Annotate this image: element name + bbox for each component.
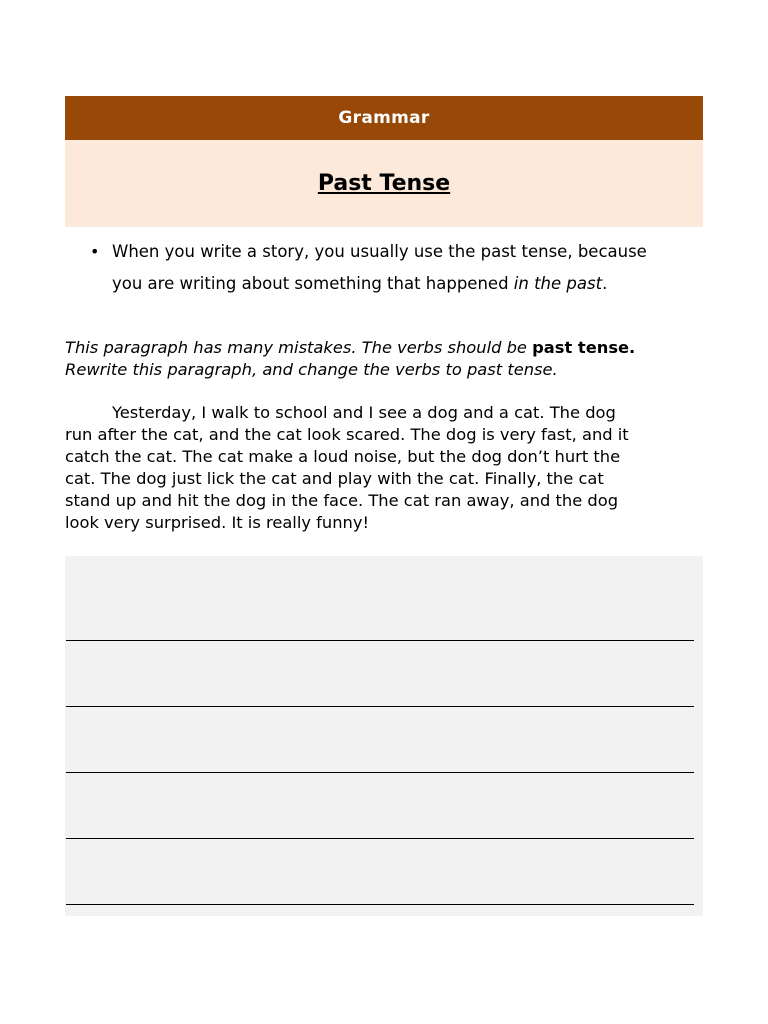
bullet-line-2 <box>112 268 705 300</box>
instructions <box>65 337 705 381</box>
story-paragraph <box>65 402 705 534</box>
paragraph-line: run after the cat, and the cat look scared. The dog is very fast, and it <box>65 425 629 444</box>
writing-line[interactable] <box>66 706 694 708</box>
paragraph-line: catch the cat. The cat make a loud noise, but the dog don’t hurt the <box>65 447 621 466</box>
bullet-line-2-prefix: you are writing about something that happened <box>112 274 514 293</box>
title-band <box>65 140 703 227</box>
writing-area[interactable] <box>65 556 703 916</box>
bullet-line-1: When you write a story, you usually use the past tense, because <box>112 242 647 261</box>
bullet-line-2-suffix: . <box>602 274 608 293</box>
bullet-point <box>65 236 705 300</box>
section-header-bar <box>65 96 703 140</box>
section-label: Grammar <box>338 108 430 128</box>
instructions-line-1 <box>65 337 705 359</box>
instructions-emphasis: past tense. <box>532 338 636 357</box>
paragraph-line: look very surprised. It is really funny! <box>65 513 370 532</box>
instructions-text: This paragraph has many mistakes. The verbs should be <box>65 338 533 357</box>
paragraph-line: cat. The dog just lick the cat and play with the cat. Finally, the cat <box>65 469 604 488</box>
bullet-text <box>112 236 705 300</box>
paragraph-line: stand up and hit the dog in the face. The cat ran away, and the dog <box>65 491 619 510</box>
bullet-dot-icon: • <box>90 242 100 261</box>
writing-line[interactable] <box>66 838 694 840</box>
writing-line[interactable] <box>66 640 694 642</box>
writing-line[interactable] <box>66 772 694 774</box>
instructions-line-2: Rewrite this paragraph, and change the verbs to past tense. <box>65 360 558 379</box>
bullet-line-2-emphasis: in the past <box>513 274 603 293</box>
paragraph-line: Yesterday, I walk to school and I see a dog and a cat. The dog <box>112 403 616 422</box>
page-title: Past Tense <box>317 171 451 196</box>
writing-line[interactable] <box>66 904 694 906</box>
